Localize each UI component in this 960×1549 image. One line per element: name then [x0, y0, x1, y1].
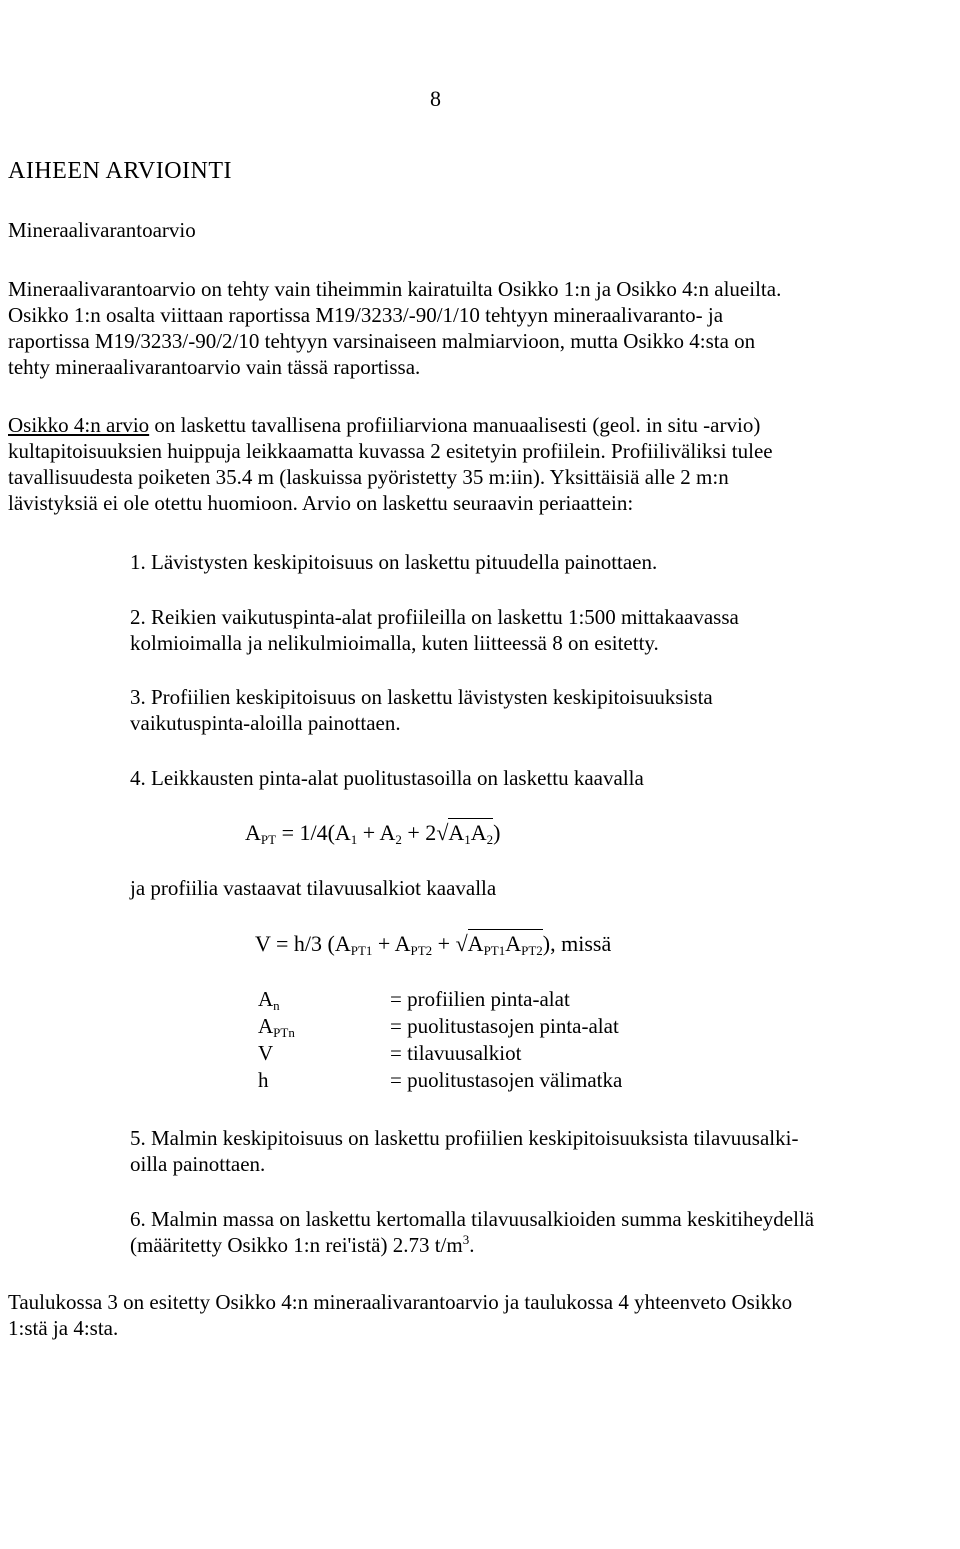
- item6-text: (määritetty Osikko 1:n rei'istä) 2.73 t/m: [130, 1233, 463, 1257]
- method-line: lävistyksiä ei ole otettu huomioon. Arvio on laskettu seuraavin periaattein:: [8, 491, 634, 515]
- list-item-6: [130, 1206, 875, 1258]
- list-item-3: [130, 684, 875, 736]
- method-line: kultapitoisuuksien huippuja leikkaamatta kuvassa 2 esitetyin profiilein. Profiiliväliksi tulee: [8, 439, 773, 463]
- definition-symbol: [258, 1040, 273, 1066]
- intro-line: tehty mineraalivarantoarvio vain tässä raportissa.: [8, 355, 421, 379]
- formula-subscript: PT2: [410, 943, 433, 958]
- definition-symbol: [258, 1013, 295, 1039]
- list-item-1: [130, 549, 875, 575]
- intro-line: Osikko 1:n osalta viittaan raportissa M19/3233/-90/1/10 tehtyyn mineraalivaranto- ja: [8, 303, 724, 327]
- closing-line: Taulukossa 3 on esitetty Osikko 4:n mineraalivarantoarvio ja taulukossa 4 yhteenveto Osikko: [8, 1290, 793, 1314]
- formula-subscript: 2: [395, 832, 402, 847]
- formula-symbol: A: [467, 931, 484, 956]
- symbol-subscript: PTn: [273, 1025, 295, 1040]
- symbol: h: [258, 1068, 269, 1092]
- list-item-line: 1. Lävistysten keskipitoisuus on laskettu pituudella painottaen.: [130, 550, 658, 574]
- formula-text: V = h/3 (A: [255, 931, 351, 956]
- formula-text: ): [493, 820, 501, 845]
- method-paragraph: [8, 412, 952, 516]
- definition-value: = tilavuusalkiot: [390, 1041, 522, 1065]
- symbol: V: [258, 1041, 274, 1065]
- square-root-symbol: √: [455, 931, 468, 956]
- intro-line: Mineraalivarantoarvio on tehty vain tiheimmin kairatuilta Osikko 1:n ja Osikko 4:n alueilta.: [8, 277, 782, 301]
- formula-symbol: A: [505, 931, 522, 956]
- unit-superscript: 3: [462, 1232, 470, 1247]
- formula-subscript: PT1: [483, 943, 506, 958]
- square-root-symbol: √: [436, 820, 449, 845]
- formula-text: + A: [357, 820, 396, 845]
- radicand: [448, 818, 493, 845]
- formula-subscript: 1: [350, 832, 358, 847]
- method-line: tavallisuudesta poiketen 35.4 m (laskuissa pyöristetty 35 m:iin). Yksittäisiä alle 2 m:n: [8, 465, 729, 489]
- definition-symbol: [258, 1067, 269, 1093]
- method-line-rest: on laskettu tavallisena profiiliarviona manuaalisesti (geol. in situ -arvio): [149, 413, 761, 437]
- definition-value: = puolitustasojen pinta-alat: [390, 1014, 619, 1038]
- formula-subscript: 2: [486, 832, 494, 847]
- list-item-line: 4. Leikkausten pinta-alat puolitustasoilla on laskettu kaavalla: [130, 766, 644, 790]
- formula-symbol: A: [245, 820, 261, 845]
- symbol: A: [258, 1014, 274, 1038]
- list-item-5: [130, 1125, 875, 1177]
- closing-line: 1:stä ja 4:sta.: [8, 1316, 119, 1340]
- definition-value: = puolitustasojen välimatka: [390, 1068, 623, 1092]
- formula-subscript: PT: [260, 832, 277, 847]
- list-item-line: oilla painottaen.: [130, 1152, 266, 1176]
- list-item-line: 3. Profiilien keskipitoisuus on laskettu lävistysten keskipitoisuuksista: [130, 685, 713, 709]
- formula-text: = 1/4(A: [276, 820, 351, 845]
- formula-intro-text: ja profiilia vastaavat tilavuusalkiot kaavalla: [130, 876, 497, 900]
- subsection-title: Mineraalivarantoarvio: [8, 218, 196, 242]
- formula-volume: [255, 931, 611, 957]
- list-item-line: vaikutuspinta-aloilla painottaen.: [130, 711, 401, 735]
- list-item-line: 2. Reikien vaikutuspinta-alat profiileilla on laskettu 1:500 mittakaavassa: [130, 605, 739, 629]
- formula-subscript: PT2: [521, 943, 543, 958]
- formula-text: ), missä: [542, 931, 612, 956]
- intro-paragraph: [8, 276, 952, 380]
- formula-section-area: [245, 820, 501, 846]
- list-item-line: 5. Malmin keskipitoisuus on laskettu profiilien keskipitoisuuksista tilavuusalki-: [130, 1126, 799, 1150]
- formula-text: +: [432, 931, 456, 956]
- formula-subscript: 1: [464, 832, 471, 847]
- list-item-2: [130, 604, 875, 656]
- method-line: [8, 412, 952, 438]
- formula-symbol: A: [448, 820, 465, 845]
- page-number: 8: [430, 86, 441, 111]
- formula-subscript: PT1: [350, 943, 373, 958]
- definition-symbol: [258, 986, 280, 1012]
- section-title: AIHEEN ARVIOINTI: [8, 158, 233, 184]
- list-item-line: 6. Malmin massa on laskettu kertomalla tilavuusalkioiden summa keskitiheydellä: [130, 1207, 815, 1231]
- formula-text: + A: [372, 931, 411, 956]
- symbol: A: [258, 987, 274, 1011]
- method-underlined-term: Osikko 4:n arvio: [8, 413, 150, 437]
- list-item-4: [130, 765, 875, 791]
- list-item-line: kolmioimalla ja nelikulmioimalla, kuten liitteessä 8 on esitetty.: [130, 631, 659, 655]
- radicand: [468, 929, 543, 956]
- symbol-subscript: n: [273, 998, 280, 1013]
- item6-text: .: [469, 1233, 475, 1257]
- formula-text: + 2: [401, 820, 437, 845]
- intro-line: raportissa M19/3233/-90/2/10 tehtyyn varsinaiseen malmiarvioon, mutta Osikko 4:sta on: [8, 329, 756, 353]
- formula-symbol: A: [470, 820, 487, 845]
- closing-paragraph: [8, 1289, 952, 1341]
- list-item-line: [130, 1232, 875, 1258]
- definition-value: = profiilien pinta-alat: [390, 987, 570, 1011]
